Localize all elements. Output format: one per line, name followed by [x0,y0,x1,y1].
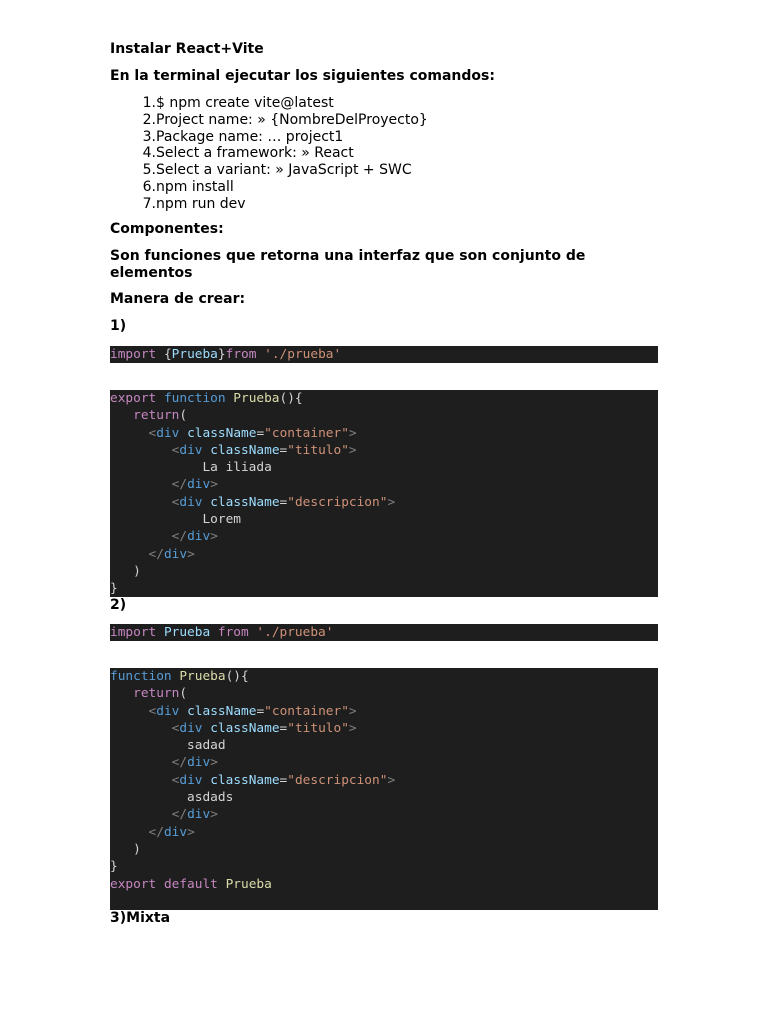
code-tag: div [179,442,203,458]
code-tag: div [187,755,211,771]
code-punct: = [279,494,288,510]
step-number: 6. [142,178,156,195]
list-item [110,145,658,162]
code-punct: (){ [225,669,249,684]
code-tag: div [187,477,211,493]
step-number: 5. [142,162,156,179]
code-punct: } [110,859,118,875]
code-keyword: from [225,347,257,362]
method-1-label: 1) [110,318,127,334]
method-2-label: 2) [110,597,127,613]
code-keyword: import [110,347,157,362]
list-item [110,112,658,129]
componentes-description: Son funciones que retorna una interfaz que son conjunto de elementos [110,248,586,281]
step-text: Select a framework: » React [156,145,354,162]
code-tag: div [163,824,188,840]
step-text: Project name: » {NombreDelProyecto} [156,111,428,128]
code-string: "container" [264,703,349,719]
intro-heading: En la terminal ejecutar los siguientes comandos: [110,68,495,84]
code-text: Lorem [202,512,241,528]
code-tag: div [187,529,211,545]
code-attr: className [187,425,257,441]
code-tag: div [156,425,180,441]
code-punct: = [256,703,265,719]
code-punct: (){ [279,391,303,406]
list-item [110,179,658,196]
manera-heading: Manera de crear: [110,291,246,307]
list-item [110,196,658,213]
code-attr: className [210,494,280,510]
code-punct: = [279,442,288,458]
code-punct: } [217,347,226,362]
code-tag: div [179,772,203,788]
code-function-name: Prueba [171,669,226,684]
code-block-import-1 [110,346,658,363]
code-punct: } [110,581,118,597]
code-attr: className [187,703,257,719]
step-text: $ npm create vite@latest [156,95,334,111]
code-keyword: return [133,408,180,424]
code-attr: className [210,442,280,458]
code-string: './prueba' [248,625,334,640]
code-punct: = [279,720,288,736]
code-string: "descripcion" [287,494,388,510]
step-number: 2. [142,111,156,128]
code-block-component-2: function Prueba(){ return( <div className="container"> <div className="titulo"> sadad </div> <div className="descripcion"> asdads </div> </div> ) } export default Prueba [110,668,658,910]
step-text: npm run dev [156,195,246,212]
code-keyword: from [210,625,249,640]
code-punct: ) [133,563,141,579]
code-punct: ) [133,841,141,857]
code-tag: div [156,703,180,719]
step-text: Select a variant: » JavaScript + SWC [156,162,412,179]
list-item [110,95,658,112]
code-keyword: default [156,876,218,892]
code-attr: className [210,720,280,736]
code-keyword: export [110,391,157,406]
code-identifier: Prueba [156,625,211,640]
list-item [110,162,658,179]
list-item [110,129,658,146]
code-keyword: export [110,876,157,892]
code-tag: div [179,494,203,510]
code-text: asdads [187,790,234,806]
code-punct: ( [179,686,188,702]
code-keyword: return [133,686,180,702]
step-number: 1. [142,95,156,111]
document-title: Instalar React+Vite [110,41,264,57]
code-tag: div [163,546,188,562]
code-attr: className [210,772,280,788]
method-3-label: 3)Mixta [110,910,171,926]
steps-list [110,95,658,213]
code-string: './prueba' [256,347,342,362]
code-punct: ( [179,408,188,424]
code-tag: div [179,720,203,736]
code-string: "container" [264,425,349,441]
code-block-component-1: export function Prueba(){ return( <div className="container"> <div className="titulo"> La iliada </div> <div className="descripcion"> Lorem </div> </div> ) } [110,390,658,597]
code-identifier: Prueba [171,347,218,362]
code-function-name: Prueba [225,391,280,406]
code-text: La iliada [202,460,272,476]
code-string: "descripcion" [287,772,388,788]
code-string: "titulo" [287,442,349,458]
step-number: 7. [142,195,156,212]
code-text: sadad [187,738,226,754]
code-block-import-2 [110,624,658,641]
code-punct: { [156,347,172,362]
code-keyword: function [110,669,172,684]
componentes-heading: Componentes: [110,221,224,237]
code-keyword: import [110,625,157,640]
step-number: 3. [142,128,156,145]
code-punct: = [256,425,265,441]
code-identifier: Prueba [217,876,272,892]
code-punct: = [279,772,288,788]
step-number: 4. [142,145,156,162]
step-text: npm install [156,178,234,195]
code-string: "titulo" [287,720,349,736]
step-text: Package name: … project1 [156,128,344,145]
code-tag: div [187,807,211,823]
code-keyword: function [156,391,226,406]
